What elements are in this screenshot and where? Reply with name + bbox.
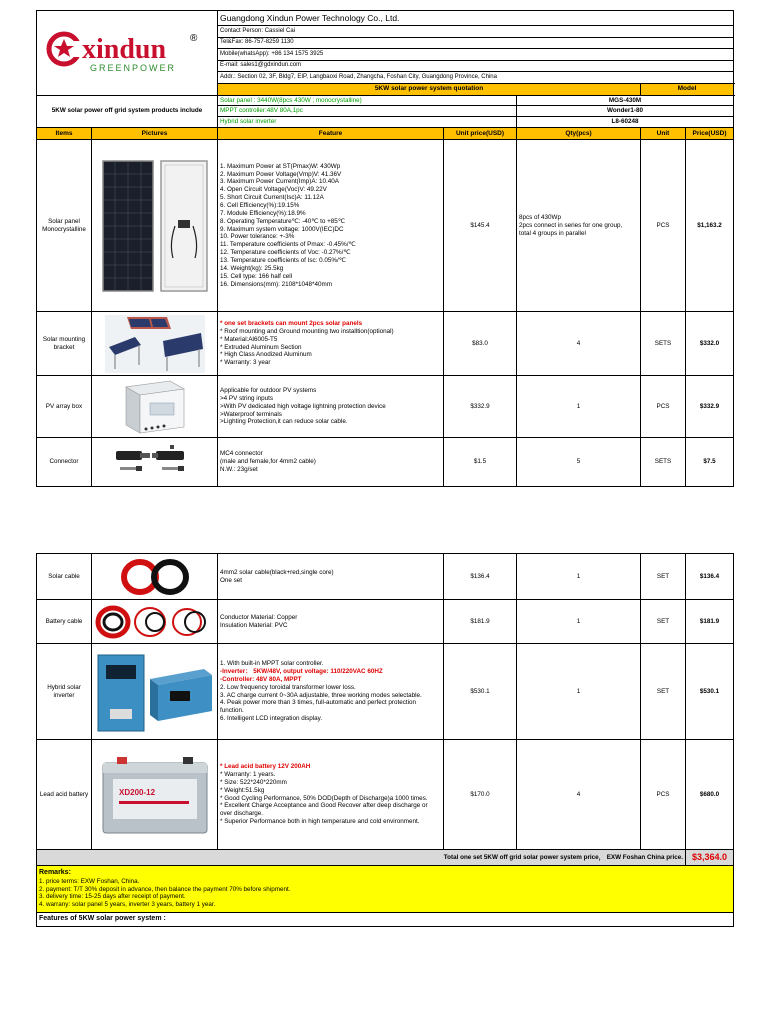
item-name: Hybrid solar inverter [37, 644, 92, 740]
solar-panel-icon [99, 156, 211, 296]
feature-line: One set [220, 576, 243, 584]
col-qty: Qty(pcs) [517, 128, 641, 140]
battery-image [92, 740, 218, 850]
address: Addr.: Section 02, 3F, Bldg7, EIP, Langbaoxi Road, Zhangcha, Foshan City, Guangdong Province, China [218, 72, 734, 84]
feature-line: 2. Maximum Power Voltage(Vmp)V: 41.36V [220, 170, 342, 178]
feature-line: 4. Peak power more than 3 times, full-automatic and perfect protection function. [220, 699, 417, 715]
feature-line: (male and female,for 4mm2 cable) [220, 458, 316, 466]
mobile: Mobile(whatsApp): +86 134 1575 3925 [218, 49, 734, 61]
feature-line: 14. Weight(kg): 25.5kg [220, 264, 284, 272]
feature-line: >Lighting Protection,it can reduce solar cable. [220, 418, 348, 426]
feature-line: * Superior Performance both in high temperature and cold environment. [220, 818, 420, 826]
qty: 1 [517, 376, 641, 438]
col-unit-price: Unit price(USD) [444, 128, 517, 140]
item-name: PV array box [37, 376, 92, 438]
feature-line: 1. Maximum Power at ST(Pmax)W: 430Wp [220, 162, 341, 170]
feature-pv-box [218, 376, 444, 438]
unit-price: $136.4 [444, 554, 517, 600]
feature-line: 7. Module Efficiency(%):18.9% [220, 209, 306, 217]
feature-battery-cable [218, 600, 444, 644]
feature-connector [218, 438, 444, 487]
feature-highlight: -Controller: 48V 80A, MPPT [220, 675, 302, 683]
quotation-table-page2 [36, 553, 734, 927]
quote-model-1: MGS-430M [517, 95, 734, 106]
unit: PCS [641, 740, 686, 850]
unit: SET [641, 600, 686, 644]
qty: 8pcs of 430Wp 2pcs connect in series for one group, total 4 groups in parallel [517, 140, 641, 312]
item-name: Connector [37, 438, 92, 487]
features-row [37, 913, 734, 927]
feature-line: N.W.: 23g/set [220, 466, 258, 473]
tel-fax: Tel&Fax: 86-757-8259 1130 [218, 37, 734, 49]
feature-line: 2. Low frequency toroidal transformer lower loss. [220, 683, 356, 691]
total-row [37, 850, 734, 866]
quote-line-2: MPPT controller:48V 80A,1pc [218, 106, 517, 117]
svg-text:XD200-12: XD200-12 [118, 787, 155, 797]
table-row [37, 140, 734, 312]
feature-line: >4 PV string inputs [220, 394, 274, 402]
quote-model-3: L8-60248 [517, 117, 734, 128]
hybrid-inverter-icon [96, 651, 214, 733]
price: $1,163.2 [686, 140, 734, 312]
item-name: Battery cable [37, 600, 92, 644]
feature-line: 5. Short Circuit Current(Isc)A: 11.12A [220, 194, 324, 202]
qty: 4 [517, 740, 641, 850]
unit-price: $332.9 [444, 376, 517, 438]
qty: 5 [517, 438, 641, 487]
inverter-image [92, 644, 218, 740]
price: $332.0 [686, 312, 734, 376]
pv-array-box-icon [120, 379, 190, 435]
logo-text: xindun [82, 33, 167, 65]
item-name: Solar mounting bracket [37, 312, 92, 376]
feature-line: 4mm2 solar cable(black+red,single core) [220, 568, 334, 576]
lead-acid-battery-icon [99, 753, 211, 837]
feature-line: * Warranty: 1 years. [220, 770, 276, 778]
quote-model-2: Wonder1-80 [517, 106, 734, 117]
company-name: Guangdong Xindun Power Technology Co., Ltd. [218, 11, 734, 26]
unit: PCS [641, 376, 686, 438]
quotation-table-page1 [36, 10, 734, 487]
price: $680.0 [686, 740, 734, 850]
battery-cable-image [92, 600, 218, 644]
table-row [37, 376, 734, 438]
quotation-title: 5KW solar power system quotation [218, 83, 641, 95]
feature-line: * Good Cycling Performance, 50% DOD(Depth of Discharge)a 1000 times. [220, 794, 428, 802]
feature-line: * Size: 522*240*220mm [220, 778, 287, 786]
table-row [37, 644, 734, 740]
price: $332.9 [686, 376, 734, 438]
col-feature: Feature [218, 128, 444, 140]
feature-line: Conductor Material: Copper [220, 613, 298, 621]
feature-line: 4. Open Circuit Voltage(Voc)V: 49.22V [220, 186, 327, 194]
unit: SETS [641, 312, 686, 376]
feature-line: * Excellent Charge Acceptance and Good Recover after deep discharge or over discharge. [220, 802, 428, 818]
feature-line: 9. Maximum system voltage: 1000V(IEC)DC [220, 225, 344, 233]
remark-line: 2. payment: T/T 30% deposit in advance, then balance the payment 70% before shipment. [39, 885, 291, 893]
solar-panel-image [92, 140, 218, 312]
feature-line: 1. With built-in MPPT solar controller. [220, 660, 324, 668]
feature-line: MC4 connector [220, 450, 263, 458]
feature-line: * Extruded Aluminum Section [220, 343, 302, 351]
feature-inverter [218, 644, 444, 740]
contact-person: Contact Person: Cassiel Cai [218, 26, 734, 38]
xindun-logo-icon [42, 25, 212, 81]
feature-line: 12. Temperature coefficients of Voc: -0.27%/℃ [220, 249, 351, 257]
feature-line: * Material:Al6005-T5 [220, 335, 278, 343]
col-price: Price(USD) [686, 128, 734, 140]
email: E-mail: sales1@gdxindun.com [218, 60, 734, 72]
features-title: Features of 5KW solar power system : [37, 913, 734, 927]
solar-cable-icon [110, 557, 200, 597]
feature-line: 10. Power tolerance: +-3% [220, 233, 295, 241]
feature-highlight: -Inverter： 5KW/48V, output voltage: 110/220VAC 60HZ [220, 667, 383, 675]
mc4-connector-icon [110, 443, 200, 481]
item-name: Solar panel Monocrystalline [37, 140, 92, 312]
item-name: Solar cable [37, 554, 92, 600]
unit-price: $83.0 [444, 312, 517, 376]
unit-price: $145.4 [444, 140, 517, 312]
table-row [37, 438, 734, 487]
feature-solar-cable [218, 554, 444, 600]
remarks-title: Remarks: [39, 869, 71, 876]
logo-registered: ® [190, 32, 198, 44]
products-include: 5KW solar power off grid system products include [37, 95, 218, 128]
remarks-row [37, 866, 734, 913]
quote-line-1: Solar panel : 3440W(8pcs 430W ; monocrystalline) [218, 95, 517, 106]
feature-line: >With PV dedicated high voltage lightning protection device [220, 402, 386, 410]
mounting-bracket-icon [105, 315, 205, 373]
connector-image [92, 438, 218, 487]
feature-line: 6. Intelligent LCD integration display. [220, 715, 323, 723]
price: $530.1 [686, 644, 734, 740]
unit: PCS [641, 140, 686, 312]
feature-highlight: * Lead acid battery 12V 200AH [220, 763, 311, 771]
feature-line: 13. Temperature coefficients of Isc: 0.05%/℃ [220, 257, 346, 265]
feature-solar-panel [218, 140, 444, 312]
unit: SETS [641, 438, 686, 487]
battery-cable-icon [95, 603, 215, 641]
model-header: Model [641, 83, 734, 95]
col-items: Items [37, 128, 92, 140]
col-pictures: Pictures [92, 128, 218, 140]
feature-bracket [218, 312, 444, 376]
remark-line: 3. delivery time: 15-25 days after receipt of payment. [39, 893, 186, 901]
table-row [37, 554, 734, 600]
price: $181.9 [686, 600, 734, 644]
item-name: Lead acid battery [37, 740, 92, 850]
feature-line: * Weight:51.5kg [220, 786, 265, 794]
unit: SET [641, 554, 686, 600]
feature-line: * Roof mounting and Ground mounting two installtion(optional) [220, 327, 394, 335]
table-row [37, 312, 734, 376]
total-value: $3,364.0 [686, 850, 734, 866]
feature-line: 3. Maximum Power Current(Imp)A: 10.40A [220, 178, 339, 186]
company-logo [37, 11, 218, 96]
unit-price: $181.9 [444, 600, 517, 644]
feature-line: 3. AC charge current 0~30A adjustable, three working modes selectable. [220, 691, 422, 699]
price: $7.5 [686, 438, 734, 487]
pv-box-image [92, 376, 218, 438]
feature-line: * Warranty: 3 year [220, 359, 271, 367]
total-label: Total one set 5KW off grid solar power system price， EXW Foshan China price. [37, 850, 686, 866]
qty: 1 [517, 600, 641, 644]
col-unit: Unit [641, 128, 686, 140]
unit-price: $1.5 [444, 438, 517, 487]
remarks-block [37, 866, 734, 913]
feature-line: * High Class Anodized Aluminum [220, 351, 312, 359]
table-row [37, 600, 734, 644]
feature-highlight: * one set brackets can mount 2pcs solar panels [220, 320, 363, 327]
feature-line: 8. Operating Temperature℃: -40℃ to +85℃ [220, 217, 345, 225]
qty: 1 [517, 644, 641, 740]
feature-line: 11. Temperature coefficients of Pmax: -0.45%/℃ [220, 241, 356, 249]
solar-cable-image [92, 554, 218, 600]
unit-price: $530.1 [444, 644, 517, 740]
feature-line: >Waterproof terminals [220, 410, 282, 418]
qty: 4 [517, 312, 641, 376]
unit: SET [641, 644, 686, 740]
remark-line: 1. price terms: EXW Foshan, China. [39, 877, 140, 885]
bracket-image [92, 312, 218, 376]
logo-subtitle: GREENPOWER [90, 62, 177, 73]
remark-line: 4. warrany: solar panel 5 years, inverter 3 years, battery 1 year. [39, 901, 216, 909]
quote-line-3: Hybrid solar inverter [218, 117, 517, 128]
price: $136.4 [686, 554, 734, 600]
feature-battery [218, 740, 444, 850]
feature-line: Insulation Material: PVC [220, 621, 288, 629]
qty: 1 [517, 554, 641, 600]
unit-price: $170.0 [444, 740, 517, 850]
feature-line: Applicable for outdoor PV systems [220, 386, 317, 394]
feature-line: 16. Dimensions(mm): 2108*1048*40mm [220, 280, 332, 288]
feature-line: 15. Cell type: 166 half cell [220, 272, 293, 280]
table-row [37, 740, 734, 850]
feature-line: 6. Cell Efficiency(%):19.15% [220, 202, 300, 209]
